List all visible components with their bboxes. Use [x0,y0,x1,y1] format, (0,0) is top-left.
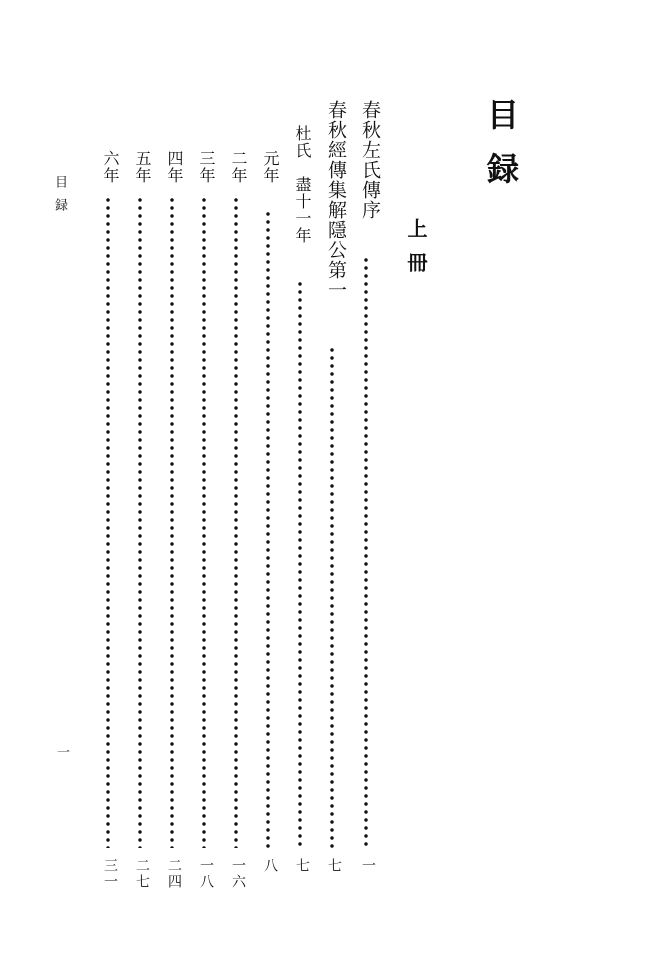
entry-label: 六年 [101,150,120,184]
leader-dots [298,280,302,848]
leader-dots [266,210,270,848]
entry-label: 四年 [165,150,184,184]
leader-dots [364,256,368,848]
leader-dots [234,196,238,848]
entry-page-number: 一八 [198,858,214,890]
entry-label: 三年 [197,150,216,184]
leader-dots [330,346,334,848]
entry-page-number: 七 [326,858,342,874]
entry-label: 五年 [133,150,152,184]
running-head: 目録 [52,175,67,221]
entry-page-number: 三一 [102,858,118,890]
entry-label: 二年 [229,150,248,184]
page-title: 目録 [482,98,520,206]
leader-dots [138,196,142,848]
entry-page-number: 一 [360,858,376,874]
entry-page-number: 二四 [166,858,182,890]
page-folio: 一 [54,745,69,758]
volume-heading: 上冊 [404,218,428,286]
leader-dots [170,196,174,848]
leader-dots [106,196,110,848]
leader-dots [202,196,206,848]
entry-page-number: 八 [262,858,278,874]
entry-page-number: 七 [294,858,310,874]
entry-label: 春秋經傳集解隱公第一 [325,100,347,300]
entry-label: 春秋左氏傳序 [359,100,381,220]
entry-page-number: 二七 [134,858,150,890]
entry-label: 元年 [261,150,280,184]
entry-label: 杜氏 盡十一年 [293,125,312,244]
entry-page-number: 一六 [230,858,246,890]
